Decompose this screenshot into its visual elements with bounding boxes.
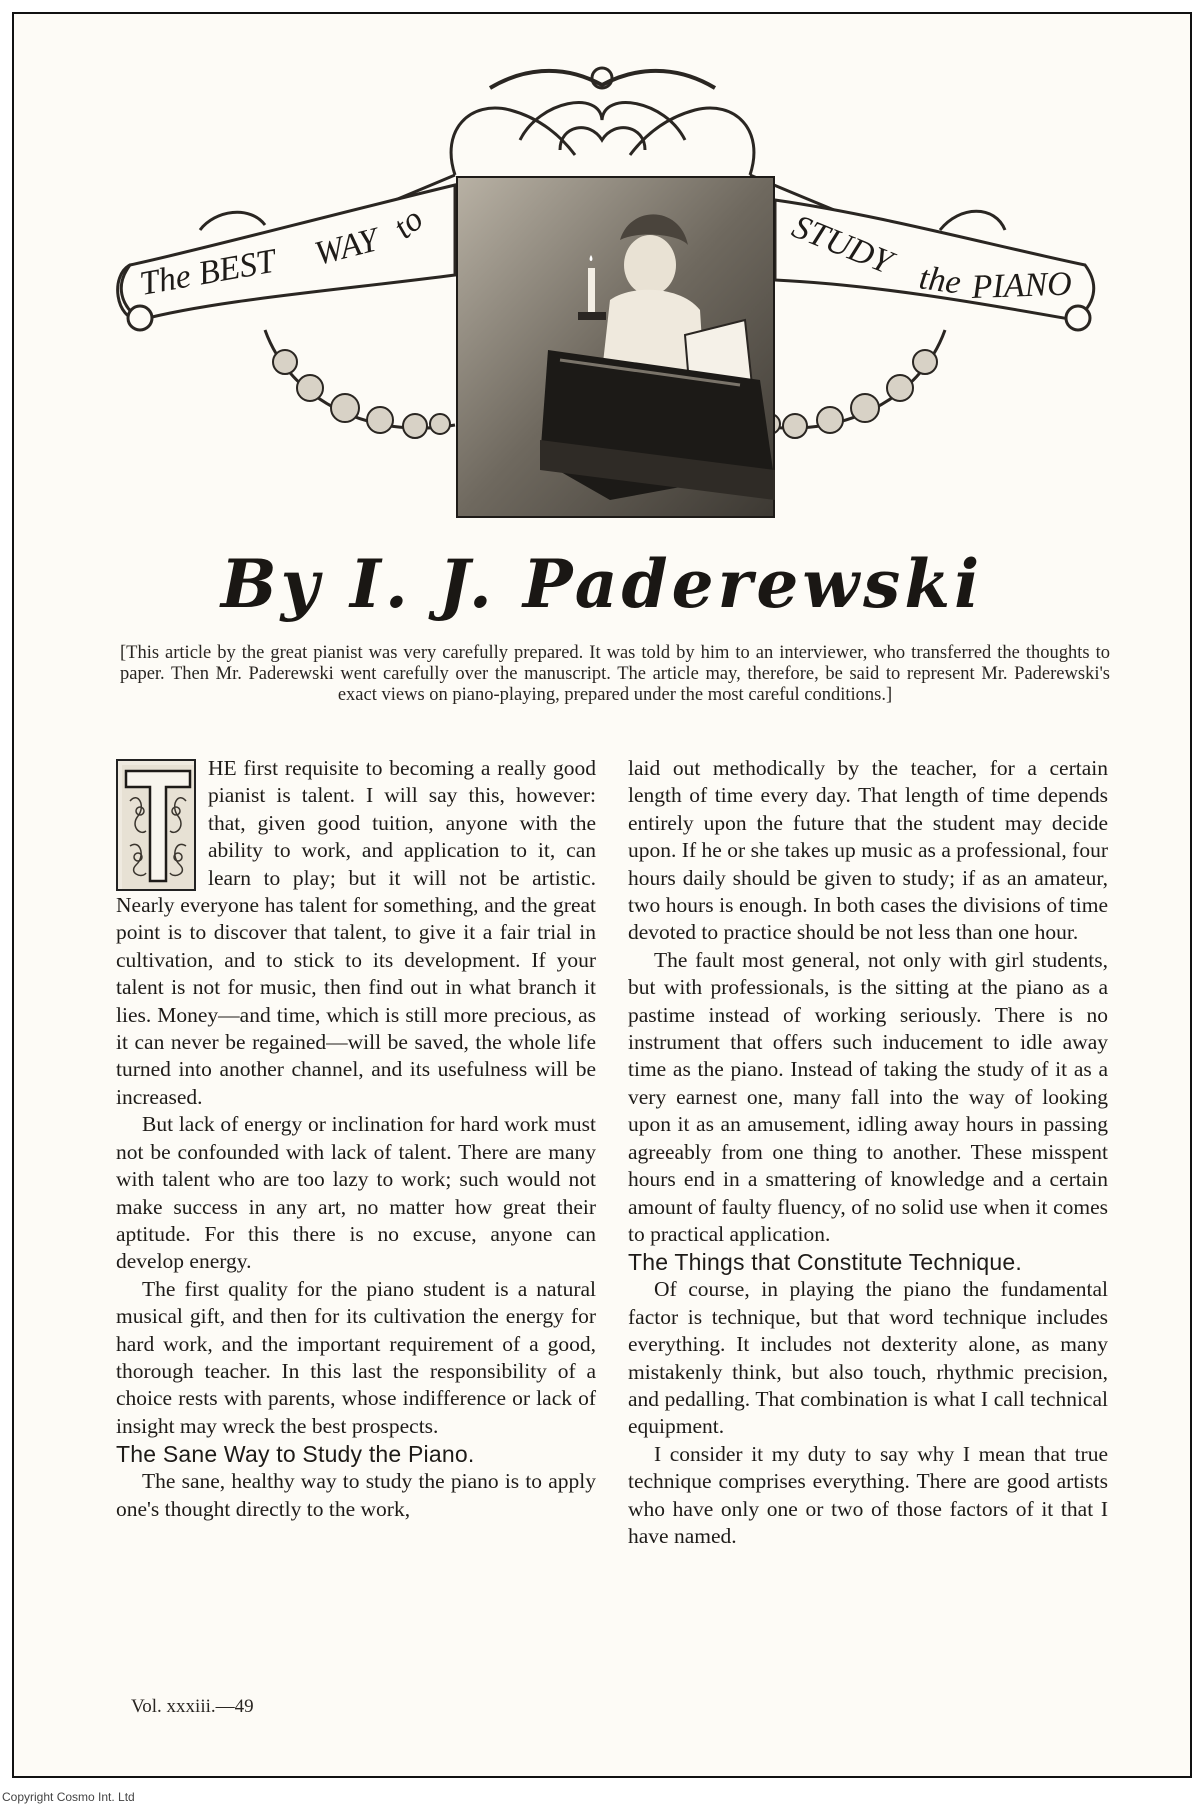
header-illustration: [0, 0, 1204, 530]
banner-text-piano: PIANO: [970, 265, 1073, 306]
column-right: [628, 755, 1108, 1550]
byline: By I. J. Paderewski: [220, 545, 984, 623]
dropcap-letter-t-icon: [118, 761, 198, 893]
paragraph-right-4: I consider it my duty to say why I mean that true technique comprises everything. There are good artists who have only one or two of those factors of it that I have named.: [628, 1441, 1108, 1548]
paragraph-right-3: Of course, in playing the piano the fundamental factor is technique, but that word technique includes everything. It includes not dexterity alone, as many mistakenly think, but also touch, rhythmic precision, and pedalling. That combination is what I call technical equipment.: [628, 1277, 1108, 1439]
copyright-notice: Copyright Cosmo Int. Ltd: [2, 1790, 135, 1804]
banner-text-to: to: [386, 200, 431, 247]
dropcap-t: [116, 759, 196, 891]
paragraph-left-2: But lack of energy or inclination for hard work must not be confounded with lack of talent. There are many with talent who are too lazy to work; such would not make success in any art, no matter how great their aptitude. For this there is no excuse, anyone can develop energy.: [116, 1112, 596, 1274]
column-left: [116, 755, 596, 1523]
header-ornament: [0, 0, 1204, 530]
paragraph-left-1: HE first requisite to becoming a really good pianist is talent. I will say this, however: that, given good tuition, anyone with the ability to work, and application to it, can learn to play; but it will not be artistic. Nearly everyone has talent for something, and the great point is to discover that talent, to give it a fair trial in cultivation, and to stick to its development. If your talent is not for music, then find out in what branch it lies. Money—and time, which is still more precious, as it can never be regained—will be saved, the whole life turned into another channel, and its usefulness will be increased.: [116, 756, 596, 1109]
paragraph-right-2: The fault most general, not only with girl students, but with professionals, is the sitting at the piano as a pastime instead of working seriously. There is no instrument that offers such inducement to idle away time as the piano. Instead of taking the study of it as a very earnest one, many fall into the way of looking upon it as an amusement, idling away hours in passing agreeably from one thing to another. These misspent hours end in a smattering of knowledge and a certain amount of faulty fluency, of no solid use when it comes to practical application.: [628, 947, 1108, 1246]
left-banner: [118, 185, 455, 330]
pianist-illustration: [458, 178, 775, 516]
volume-page-number: Vol. xxxiii.—49: [131, 1696, 254, 1717]
paragraph-right-1: laid out methodically by the teacher, for a certain length of time every day. That length of time depends entirely upon the future that the student may decide upon. If he or she takes up music as a professional, four hours daily should be given to study; if as an amateur, two hours is enough. In both cases the divisions of time devoted to practice should be not less than one hour.: [628, 756, 1108, 945]
paragraph-left-4: The sane, healthy way to study the piano is to apply one's thought directly to the work,: [116, 1469, 596, 1521]
subhead-sane-way: The Sane Way to Study the Piano.: [116, 1441, 475, 1468]
banner-text-the: the: [916, 259, 964, 302]
banner-text-study: STUDY: [787, 208, 898, 282]
banner-text-way: WAY: [310, 221, 382, 273]
intro-note: [This article by the great pianist was very carefully prepared. It was told by him to an interviewer, who transferred the thoughts to paper. Then Mr. Paderewski went carefully over the manuscript. The article may, therefore, be said to represent Mr. Paderewski's exact views on piano-playing, prepared under the most careful conditions.]: [120, 643, 1110, 705]
paragraph-left-3: The first quality for the piano student is a natural musical gift, and then for its cultivation the energy for hard work, and the important requirement of a good, thorough teacher. In this last the responsibility of a choice rests with parents, whose indifference or lack of insight may wreck the best prospects.: [116, 1276, 596, 1438]
banner-text-the-best: The BEST: [136, 242, 279, 303]
right-banner: [775, 200, 1094, 330]
subhead-technique: The Things that Constitute Technique.: [628, 1249, 1022, 1276]
